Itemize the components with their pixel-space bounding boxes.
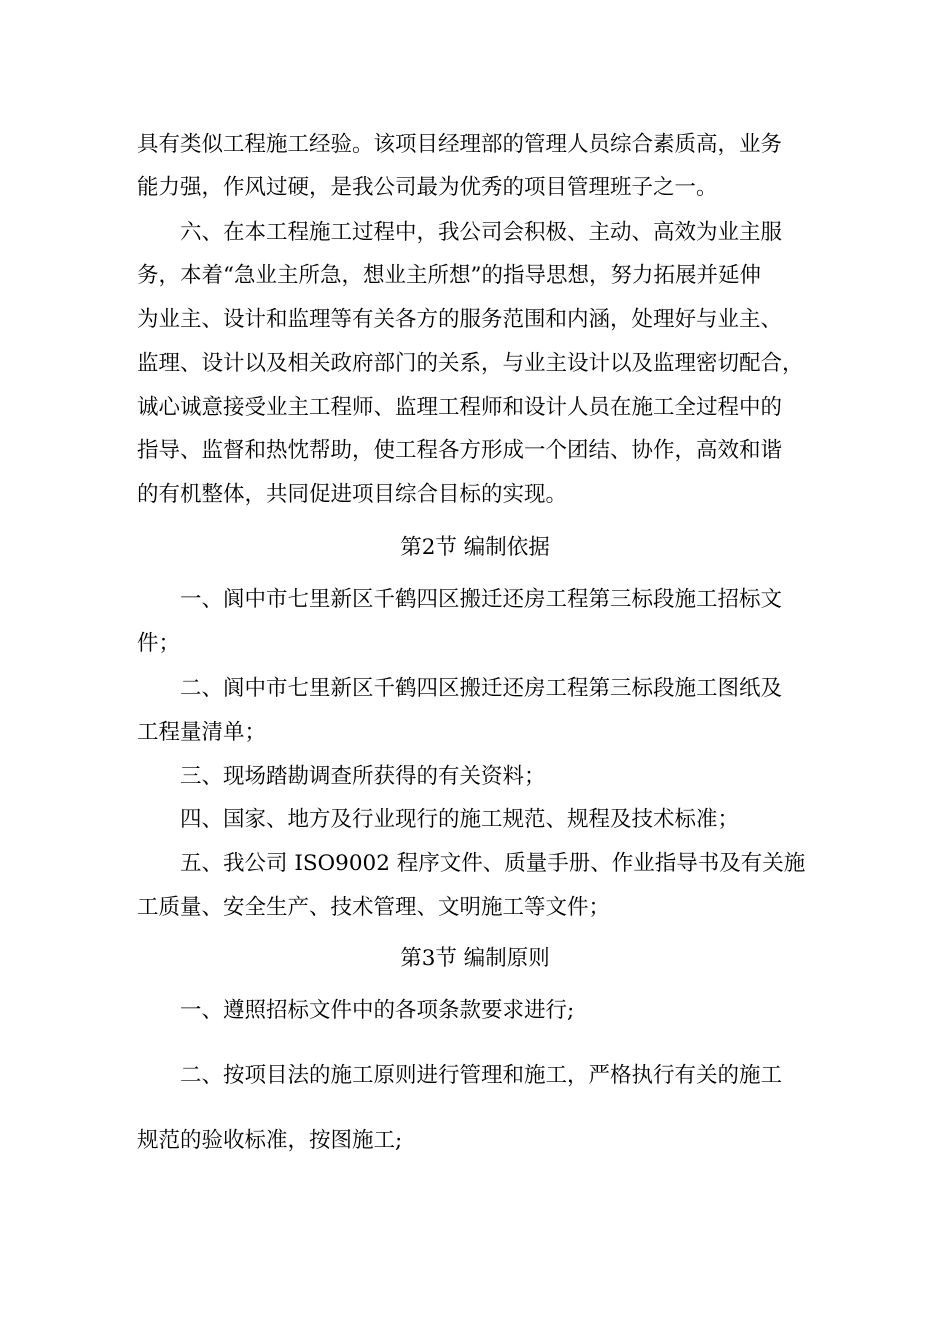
- list-item-line: 五、我公司 ISO9002 程序文件、质量手册、作业指导书及有关施: [180, 851, 806, 876]
- paragraph-line: 具有类似工程施工经验。该项目经理部的管理人员综合素质高，业务: [137, 132, 783, 157]
- paragraph-line: 监理、设计以及相关政府部门的关系，与业主设计以及监理密切配合，: [137, 351, 804, 376]
- section-heading: 第3节 编制原则: [400, 946, 550, 971]
- list-item-line: 件；: [137, 631, 181, 656]
- paragraph-line: 诚心诚意接受业主工程师、监理工程师和设计人员在施工全过程中的: [137, 395, 783, 420]
- paragraph-line: 指导、监督和热忱帮助，使工程各方形成一个团结、协作，高效和谐: [137, 438, 783, 463]
- list-item-line: 一、遵照招标文件中的各项条款要求进行;: [180, 998, 575, 1023]
- list-item-line: 三、现场踏勘调查所获得的有关资料；: [180, 764, 546, 789]
- paragraph-line: 的有机整体，共同促进项目综合目标的实现。: [137, 482, 568, 507]
- list-item-line: 规范的验收标准，按图施工;: [137, 1128, 403, 1153]
- paragraph-line: 务，本着“急业主所急，想业主所想”的指导思想，努力拓展并延伸: [137, 263, 761, 288]
- list-item-line: 四、国家、地方及行业现行的施工规范、规程及技术标准；: [180, 807, 740, 832]
- section-heading: 第2节 编制依据: [400, 535, 550, 560]
- paragraph-line: 为业主、设计和监理等有关各方的服务范围和内涵，处理好与业主、: [137, 307, 783, 332]
- list-item-line: 二、阆中市七里新区千鹤四区搬迁还房工程第三标段施工图纸及: [180, 676, 783, 701]
- list-item-line: 工质量、安全生产、技术管理、文明施工等文件；: [137, 895, 611, 920]
- list-item-line: 工程量清单；: [137, 720, 267, 745]
- list-item-line: 二、按项目法的施工原则进行管理和施工，严格执行有关的施工: [180, 1063, 783, 1088]
- paragraph-line: 六、在本工程施工过程中，我公司会积极、主动、高效为业主服: [180, 220, 783, 245]
- list-item-line: 一、阆中市七里新区千鹤四区搬迁还房工程第三标段施工招标文: [180, 587, 783, 612]
- paragraph-line: 能力强，作风过硬，是我公司最为优秀的项目管理班子之一。: [137, 175, 718, 200]
